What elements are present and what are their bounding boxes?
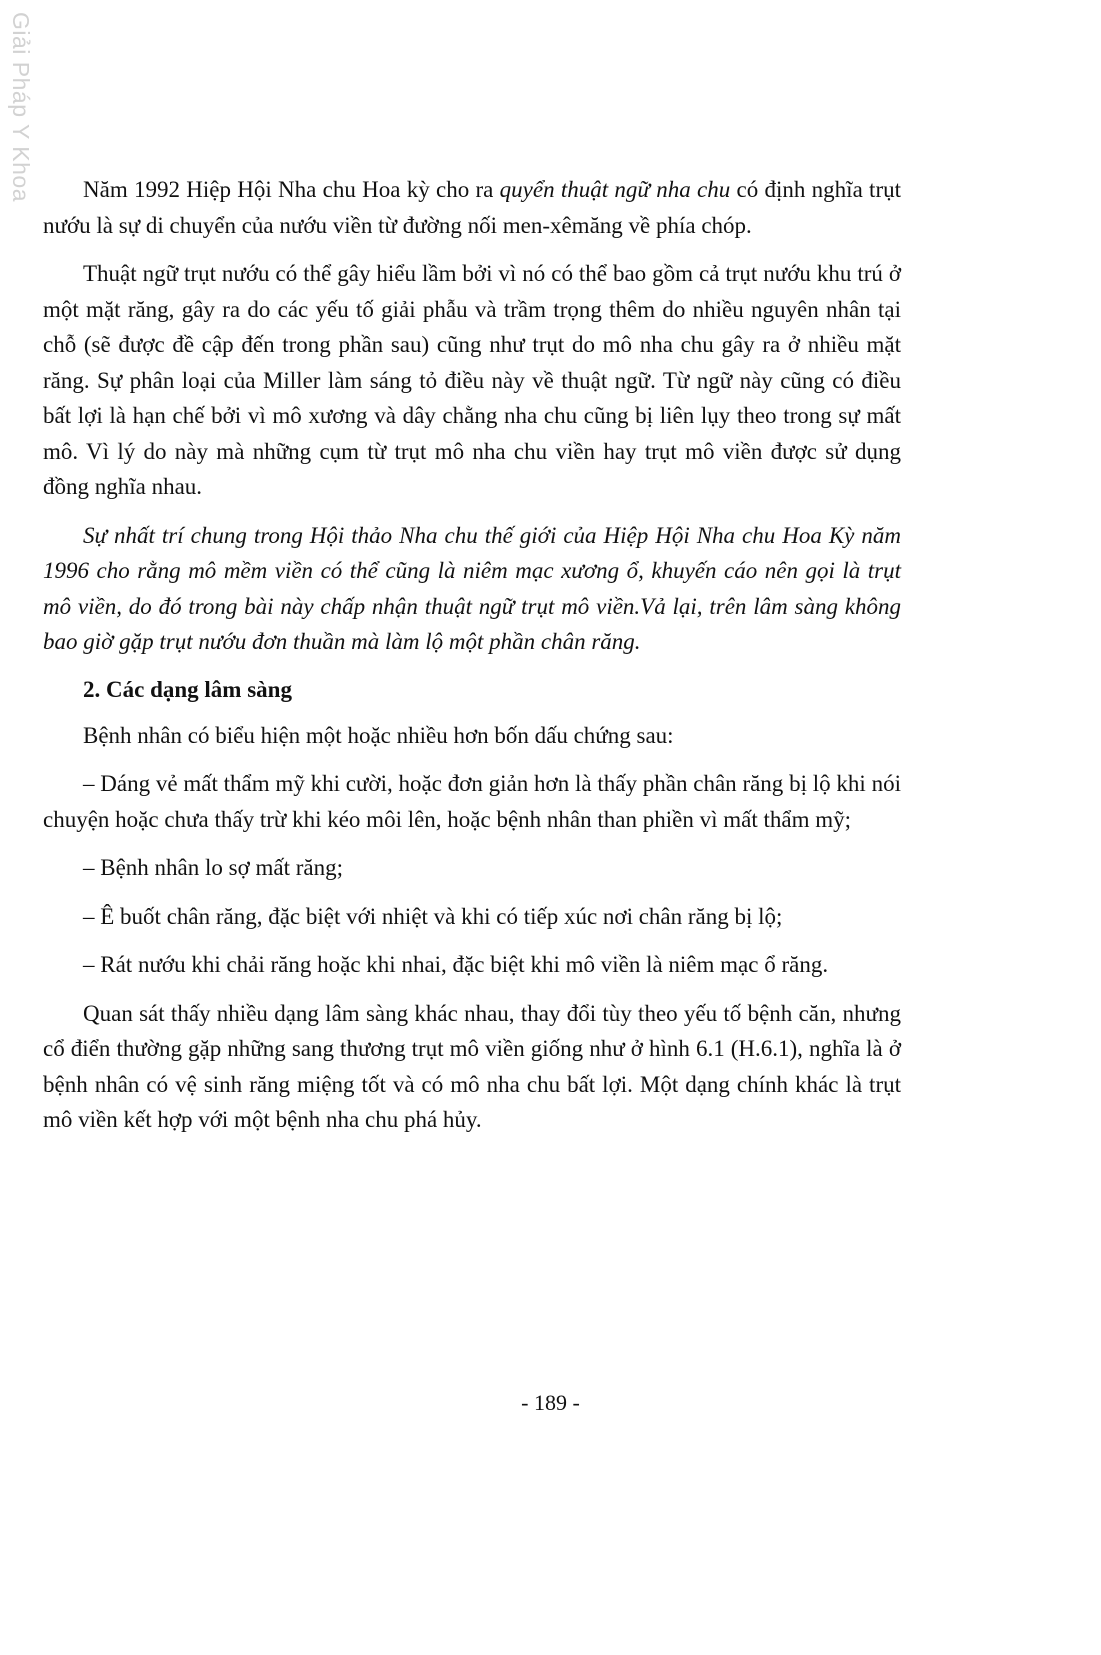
section-heading: 2. Các dạng lâm sàng bbox=[83, 676, 292, 702]
document-page bbox=[43, 172, 901, 1151]
closing-paragraph: Quan sát thấy nhiều dạng lâm sàng khác nhau, thay đổi tùy theo yếu tố bệnh căn, nhưng cổ điển thường gặp những sang thương trụt mô viền giống như ở hình 6.1 (H.6.1), nghĩa là ở bệnh nhân có vệ sinh răng miệng tốt và có mô nha chu bất lợi. Một dạng chính khác là trụt mô viền kết hợp với một bệnh nha chu phá hủy. bbox=[43, 1000, 901, 1132]
paragraph-3: Sự nhất trí chung trong Hội thảo Nha chu thế giới của Hiệp Hội Nha chu Hoa Kỳ năm 1996 cho rằng mô mềm viền có thể cũng là niêm mạc xương ổ, khuyến cáo nên gọi là trụt mô viền, do đó trong bài này chấp nhận thuật ngữ trụt mô viền.Vả lại, trên lâm sàng không bao giờ gặp trụt nướu đơn thuần mà làm lộ một phần chân răng. bbox=[43, 522, 901, 654]
paragraph-1-italic: quyển thuật ngữ nha chu bbox=[499, 177, 731, 202]
paragraph-1-post: có định nghĩa trụt nướu là sự di chuyển của nướu viền từ đường nối men-xêmăng về phía chóp. bbox=[43, 177, 901, 238]
list-item-2: – Bệnh nhân lo sợ mất răng; bbox=[83, 855, 344, 880]
list-item-1: – Dáng vẻ mất thẩm mỹ khi cười, hoặc đơn giản hơn là thấy phần chân răng bị lộ khi nói chuyện hoặc chưa thấy trừ khi kéo môi lên, hoặc bệnh nhân than phiền vì mất thẩm mỹ; bbox=[43, 771, 901, 832]
list-item-4: – Rát nướu khi chải răng hoặc khi nhai, đặc biệt khi mô viền là niêm mạc ổ răng. bbox=[83, 952, 829, 977]
page-number: - 189 - bbox=[521, 1390, 580, 1415]
list-item-3: – Ê buốt chân răng, đặc biệt với nhiệt và khi có tiếp xúc nơi chân răng bị lộ; bbox=[83, 903, 783, 929]
paragraph-1-pre: Năm 1992 Hiệp Hội Nha chu Hoa kỳ cho ra bbox=[83, 177, 500, 202]
watermark-text: Giải Pháp Y Khoa bbox=[8, 12, 34, 203]
intro-paragraph: Bệnh nhân có biểu hiện một hoặc nhiều hơn bốn dấu chứng sau: bbox=[83, 722, 674, 748]
paragraph-1 bbox=[43, 172, 901, 243]
paragraph-2: Thuật ngữ trụt nướu có thể gây hiểu lầm bởi vì nó có thể bao gồm cả trụt nướu khu trú ở một mặt răng, gây ra do các yếu tố giải phẫu và trầm trọng thêm do nhiều nguyên nhân tại chỗ (sẽ được đề cập đến trong phần sau) cũng như trụt do mô nha chu gây ra ở nhiều mặt răng. Sự phân loại của Miller làm sáng tỏ điều này về thuật ngữ. Từ ngữ này cũng có điều bất lợi là hạn chế bởi vì mô xương và dây chằng nha chu cũng bị liên lụy theo trong sự mất mô. Vì lý do này mà những cụm từ trụt mô nha chu viền hay trụt mô viền được sử dụng đồng nghĩa nhau. bbox=[43, 261, 901, 499]
